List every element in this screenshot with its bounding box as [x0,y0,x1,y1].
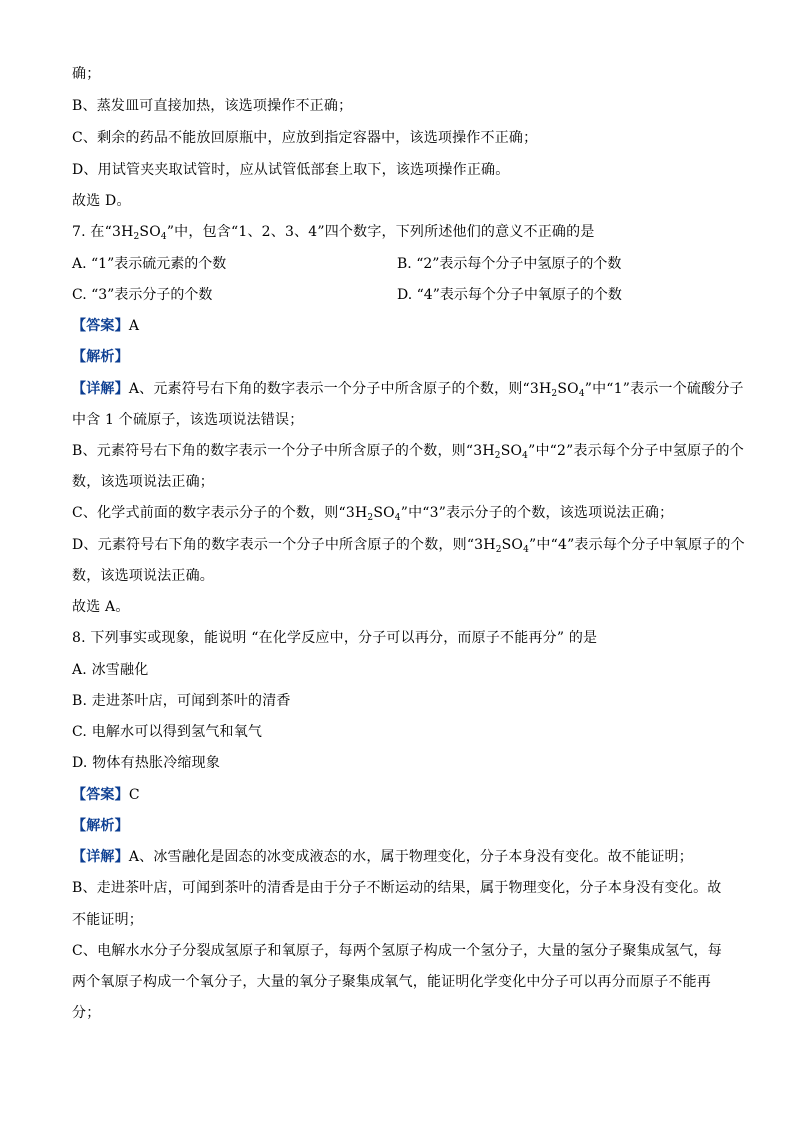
detail-text: ”中“3”表示分子的个数，该选项说法正确； [400,505,674,521]
answer-label: 【答案】 [72,318,129,334]
question-7-detail-line [72,503,673,528]
question-8-option-a: A. 冰雪融化 [72,662,149,678]
question-7-detail-line: 数，该选项说法正确； [72,474,214,490]
stem-text: SO [139,224,161,240]
question-8-detail-line: 分； [72,1005,101,1021]
question-7-detail-line [72,379,744,404]
question-7-option-a: A. “1”表示硫元素的个数 [72,256,227,272]
subscript: 2 [133,232,140,242]
question-7-detail-line: 数，该选项说法正确。 [72,568,214,584]
question-8-detail-line [72,847,693,867]
detail-text: ”中“1”表示一个硫酸分子 [584,381,744,397]
detail-label: 【详解】 [72,849,129,865]
detail-text: SO [501,537,524,553]
question-7-answer [72,316,139,336]
detail-text: A、冰雪融化是固态的冰变成液态的水，属于物理变化，分子本身没有变化。故不能证明； [128,849,693,865]
subscript: 4 [160,232,167,242]
question-7-detail-line: 中含 1 个硫原子，该选项说法错误； [72,412,304,428]
question-8-stem: 8. 下列事实或现象，能说明 “在化学反应中，分子可以再分，而原子不能再分” 的是 [72,630,598,646]
detail-text: SO [373,505,395,521]
question-8-analysis-label [72,816,129,836]
text-line: D、用试管夹夹取试管时，应从试管低部套上取下，该选项操作正确。 [72,162,510,178]
subscript: 2 [367,513,374,523]
question-8-option-c: C. 电解水可以得到氢气和氧气 [72,724,263,740]
detail-text: A、元素符号右下角的数字表示一个分子中所含原子的个数，则“3H [128,381,552,397]
question-7-stem [72,222,595,247]
detail-text: SO [557,381,579,397]
question-8-option-b: B. 走进茶叶店，可闻到茶叶的清香 [72,693,291,709]
question-8-detail-line: 两个氧原子构成一个氧分子，大量的氧分子聚集成氧气，能证明化学变化中分子可以再分而原子不能再 [72,974,711,990]
question-8-detail-line: B、走进茶叶店，可闻到茶叶的清香是由于分子不断运动的结果，属于物理变化，分子本身没有变化。故 [72,880,722,896]
subscript: 4 [522,451,529,461]
detail-text: C、化学式前面的数字表示分子的个数，则“3H [72,505,368,521]
analysis-label: 【解析】 [72,349,129,365]
detail-text: ”中“4”表示每个分子中氧原子的个 [529,537,745,553]
text-line: 故选 D。 [72,193,131,209]
question-8-option-d: D. 物体有热胀冷缩现象 [72,755,221,771]
text-line: 确； [72,66,101,82]
detail-label: 【详解】 [72,381,129,397]
question-7-final: 故选 A。 [72,599,130,615]
detail-text: ”中“2”表示每个分子中氢原子的个 [528,443,744,459]
question-7-detail-line [72,441,744,466]
answer-value: A [128,318,140,334]
question-7-option-b: B. “2”表示每个分子中氢原子的个数 [397,256,622,272]
question-8-detail-line: 不能证明； [72,912,143,928]
answer-value: C [128,787,140,803]
analysis-label: 【解析】 [72,818,129,834]
subscript: 4 [394,513,401,523]
subscript: 2 [495,545,502,555]
question-7-detail-line [72,535,745,560]
subscript: 4 [578,389,585,399]
stem-text: 7. 在“3H [72,224,134,240]
subscript: 4 [523,545,530,555]
subscript: 2 [494,451,501,461]
text-line: C、剩余的药品不能放回原瓶中，应放到指定容器中，该选项操作不正确； [72,130,538,146]
question-7-analysis-label [72,347,129,367]
text-line: B、蒸发皿可直接加热，该选项操作不正确； [72,98,353,114]
detail-text: D、元素符号右下角的数字表示一个分子中所含原子的个数，则“3H [72,537,496,553]
answer-label: 【答案】 [72,787,129,803]
question-8-answer [72,785,140,805]
question-7-option-d: D. “4”表示每个分子中氧原子的个数 [397,287,622,303]
stem-text: ”中，包含“1、2、3、4”四个数字，下列所述他们的意义不正确的是 [166,224,595,240]
question-7-option-c: C. “3”表示分子的个数 [72,287,213,303]
detail-text: B、元素符号右下角的数字表示一个分子中所含原子的个数，则“3H [72,443,495,459]
question-8-detail-line: C、电解水水分子分裂成氢原子和氧原子，每两个氢原子构成一个氢分子，大量的氢分子聚集成氢气，每 [72,943,722,959]
detail-text: SO [500,443,523,459]
subscript: 2 [551,389,558,399]
